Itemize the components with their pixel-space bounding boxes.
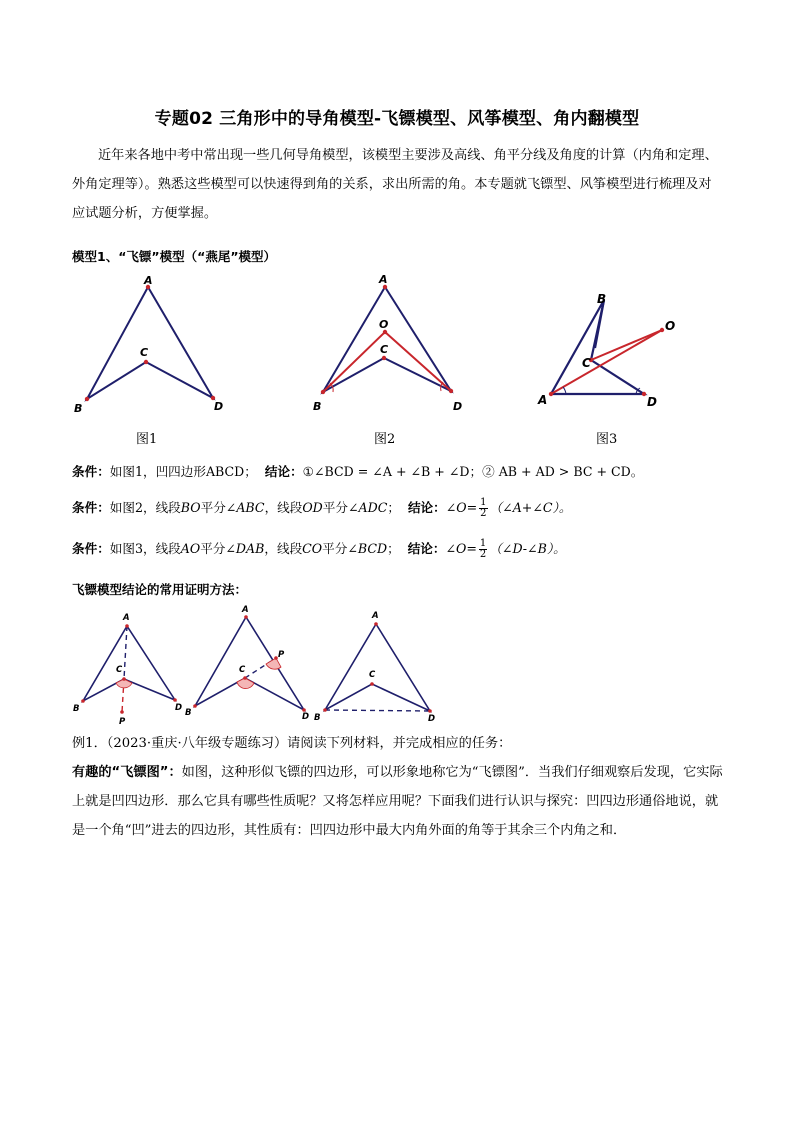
figure-1-shape [85, 285, 215, 401]
condition-3-seg2: CO [302, 541, 323, 556]
condition-2-seg2: OD [302, 500, 323, 515]
proof2-label-a: A [242, 605, 249, 615]
condition-3-label: 条件： [72, 541, 110, 556]
condition-3-num: 1 [479, 538, 487, 549]
condition-2-ang2: ∠ADC [347, 500, 388, 515]
condition-2-rhs: （∠A+∠C）。 [489, 500, 572, 515]
condition-3-text-b: 平分 [200, 541, 226, 556]
proof1-label-d: D [175, 703, 183, 713]
condition-2-text-a: 如图2，线段 [109, 500, 181, 515]
proof1-label-c: C [116, 665, 123, 675]
example-1-body-text: 如图，这种形似飞镖的四边形，可以形象地称它为“飞镖图”．当我们仔细观察后发现，它实际上就是凹四边形．那么它具有哪些性质呢？又将怎样应用呢？下面我们进行认识与探究：凹四边形通俗地说，就是一个角“凹”进去的四边形，其性质有：凹四边形中最大内角外面的角等于其余三个内角之和． [72, 765, 723, 838]
proof2-label-p: P [278, 650, 285, 660]
example-1-body [72, 758, 726, 845]
caption-figure-1: 图1 [136, 432, 158, 447]
proof-figure-3-shape [323, 622, 432, 713]
figure-3-shape [549, 300, 664, 396]
condition-2-text-c: ，线段 [264, 500, 303, 515]
condition-3-seg1: AO [180, 541, 201, 556]
fig1-label-a: A [144, 274, 153, 287]
fig1-label-b: B [74, 402, 83, 415]
proof1-label-b: B [73, 704, 80, 714]
condition-2-text-b: 平分 [200, 500, 226, 515]
example-1-label: 例1．（2023·重庆·八年级专题练习） [72, 736, 288, 751]
caption-figure-3: 图3 [596, 432, 618, 447]
proof2-label-b: B [185, 708, 192, 718]
model1-heading: 模型1、“飞镖”模型（“燕尾”模型） [72, 249, 277, 264]
condition-3-ang2: ∠BCD [347, 541, 388, 556]
condition-2-conclusion-label: 结论： [407, 500, 446, 515]
example-1-prompt: 请阅读下列材料，并完成相应的任务： [287, 736, 512, 751]
condition-1-conclusion: ①∠BCD = ∠A + ∠B + ∠D；② AB + AD > BC + CD。 [302, 464, 644, 479]
condition-2-ang1: ∠ABC [225, 500, 265, 515]
figure-2-shape [321, 285, 453, 394]
proof2-label-c: C [239, 665, 246, 675]
condition-3-den: 2 [479, 549, 487, 560]
caption-figure-2: 图2 [374, 432, 396, 447]
proof3-label-d: D [428, 714, 436, 724]
condition-2-fraction [479, 498, 487, 519]
example-1-bold-lead: 有趣的“飞镖图”： [72, 765, 182, 780]
intro-paragraph: 近年来各地中考中常出现一些几何导角模型，该模型主要涉及高线、角平分线及角度的计算（内角和定理、外角定理等）。熟悉这些模型可以快速得到角的关系，求出所需的角。本专题就飞镖型、风筝模型进行梳理及对应试题分析，方便掌握。 [72, 148, 718, 221]
condition-3-text-a: 如图3，线段 [109, 541, 181, 556]
example-1-header [72, 729, 726, 758]
condition-2-text-e: ； [387, 500, 400, 515]
fig3-label-d: D [647, 395, 657, 409]
condition-2-seg1: BO [180, 500, 201, 515]
fig3-label-a: A [538, 393, 548, 407]
condition-3-ang1: ∠DAB [225, 541, 265, 556]
condition-3-text-d: 平分 [322, 541, 348, 556]
condition-2-label: 条件： [72, 500, 110, 515]
proof3-label-c: C [369, 670, 376, 680]
condition-1-text: 如图1，凹四边形ABCD； [109, 464, 257, 479]
proof3-label-b: B [314, 713, 321, 723]
page-title: 专题02 三角形中的导角模型-飞镖模型、风筝模型、角内翻模型 [154, 109, 640, 129]
fig2-label-d: D [453, 400, 463, 413]
fig2-label-b: B [313, 400, 322, 413]
condition-3-text-c: ，线段 [264, 541, 303, 556]
fig1-label-c: C [140, 346, 149, 359]
condition-3-rhs: （∠D-∠B）。 [489, 541, 566, 556]
proof-figure-2-shape [193, 615, 306, 712]
proof3-label-a: A [372, 611, 379, 621]
condition-3-fraction [479, 539, 487, 560]
condition-1-label: 条件： [72, 464, 110, 479]
proof-figure-1-shape [81, 624, 177, 714]
fig3-label-b: B [597, 292, 607, 306]
fig3-label-o: O [665, 319, 676, 333]
condition-3-text-e: ； [387, 541, 400, 556]
condition-2 [72, 497, 571, 519]
condition-2-lhs: ∠O= [445, 500, 478, 515]
fig2-label-o: O [379, 318, 389, 331]
fig3-label-c: C [582, 356, 591, 370]
condition-2-text-d: 平分 [322, 500, 348, 515]
proof1-label-p: P [119, 717, 126, 727]
condition-3 [72, 538, 566, 560]
condition-2-num: 1 [480, 497, 487, 508]
fig1-label-d: D [214, 400, 224, 413]
condition-2-den: 2 [480, 508, 487, 519]
proof1-label-a: A [123, 613, 130, 623]
proof-heading: 飞镖模型结论的常用证明方法： [72, 582, 248, 597]
proof2-label-d: D [302, 712, 310, 722]
condition-3-conclusion-label: 结论： [407, 541, 446, 556]
example-1 [72, 729, 726, 845]
fig2-label-a: A [379, 273, 388, 286]
fig2-label-c: C [380, 343, 389, 356]
condition-1 [72, 461, 643, 480]
condition-1-conclusion-label: 结论： [264, 464, 303, 479]
condition-3-lhs: ∠O= [445, 541, 477, 556]
